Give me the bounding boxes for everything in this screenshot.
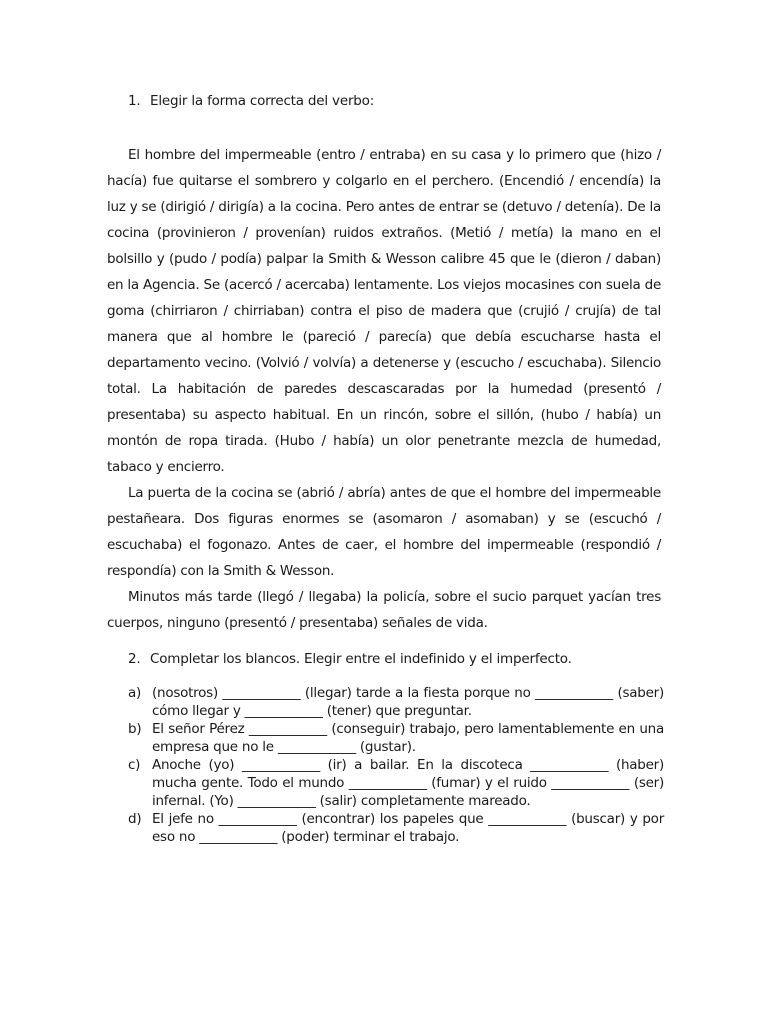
question-1-heading xyxy=(128,93,374,109)
exercise-item-b xyxy=(128,720,664,756)
question-1-number: 1. xyxy=(128,93,141,109)
question-2-heading xyxy=(128,651,572,667)
exercise-item-letter: b) xyxy=(128,721,142,737)
question-1-passage xyxy=(107,142,661,636)
exercise-item-letter: a) xyxy=(128,685,142,701)
exercise-item-text: (nosotros) ____________ (llegar) tarde a la fiesta porque no ____________ (saber) cómo llegar y ____________ (tener) que preguntar. xyxy=(152,685,664,719)
question-1-title: Elegir la forma correcta del verbo: xyxy=(150,93,375,109)
exercise-item-letter: c) xyxy=(128,757,141,773)
question-2-title: Completar los blancos. Elegir entre el indefinido y el imperfecto. xyxy=(150,651,572,667)
passage-paragraph-2: La puerta de la cocina se (abrió / abría) antes de que el hombre del impermeable pestañeara. Dos figuras enormes se (asomaron / asomaban) y se (escuchó / escuchaba) el fogonazo. Antes de caer, el hombre del impermeable (respondió / respondía) con la Smith & Wesson. xyxy=(107,485,661,579)
exercise-item-text: Anoche (yo) ____________ (ir) a bailar. En la discoteca ____________ (haber) mucha gente. Todo el mundo ____________ (fumar) y el ruido ____________ (ser) infernal. (Yo) ____________ (salir) completamente mareado. xyxy=(152,757,664,809)
question-2-number: 2. xyxy=(128,651,141,667)
exercise-item-a xyxy=(128,684,664,720)
passage-paragraph-3: Minutos más tarde (llegó / llegaba) la policía, sobre el sucio parquet yacían tres cuerpos, ninguno (presentó / presentaba) señales de vida. xyxy=(107,589,661,631)
exercise-item-d xyxy=(128,810,664,846)
exercise-item-text: El jefe no ____________ (encontrar) los papeles que ____________ (buscar) y por eso no ____________ (poder) terminar el trabajo. xyxy=(152,811,664,845)
exercise-item-letter: d) xyxy=(128,811,142,827)
question-2-exercise-list xyxy=(128,684,664,846)
passage-paragraph-1: El hombre del impermeable (entro / entraba) en su casa y lo primero que (hizo / hacía) fue quitarse el sombrero y colgarlo en el perchero. (Encendió / encendía) la luz y se (dirigió / dirigía) a la cocina. Pero antes de entrar se (detuvo / detenía). De la cocina (provinieron / provenían) ruidos extraños. (Metió / metía) la mano en el bolsillo y (pudo / podía) palpar la Smith & Wesson calibre 45 que le (dieron / daban) en la Agencia. Se (acercó / acercaba) lentamente. Los viejos mocasines con suela de goma (chirriaron / chirriaban) contra el piso de madera que (crujió / crujía) de tal manera que al hombre le (pareció / parecía) que debía escucharse hasta el departamento vecino. (Volvió / volvía) a detenerse y (escucho / escuchaba). Silencio total. La habitación de paredes descascaradas por la humedad (presentó / presentaba) su aspecto habitual. En un rincón, sobre el sillón, (hubo / había) un montón de ropa tirada. (Hubo / había) un olor penetrante mezcla de humedad, tabaco y encierro. xyxy=(107,147,661,475)
exercise-item-c xyxy=(128,756,664,810)
exercise-item-text: El señor Pérez ____________ (conseguir) trabajo, pero lamentablemente en una empresa que no le ____________ (gustar). xyxy=(152,721,664,755)
